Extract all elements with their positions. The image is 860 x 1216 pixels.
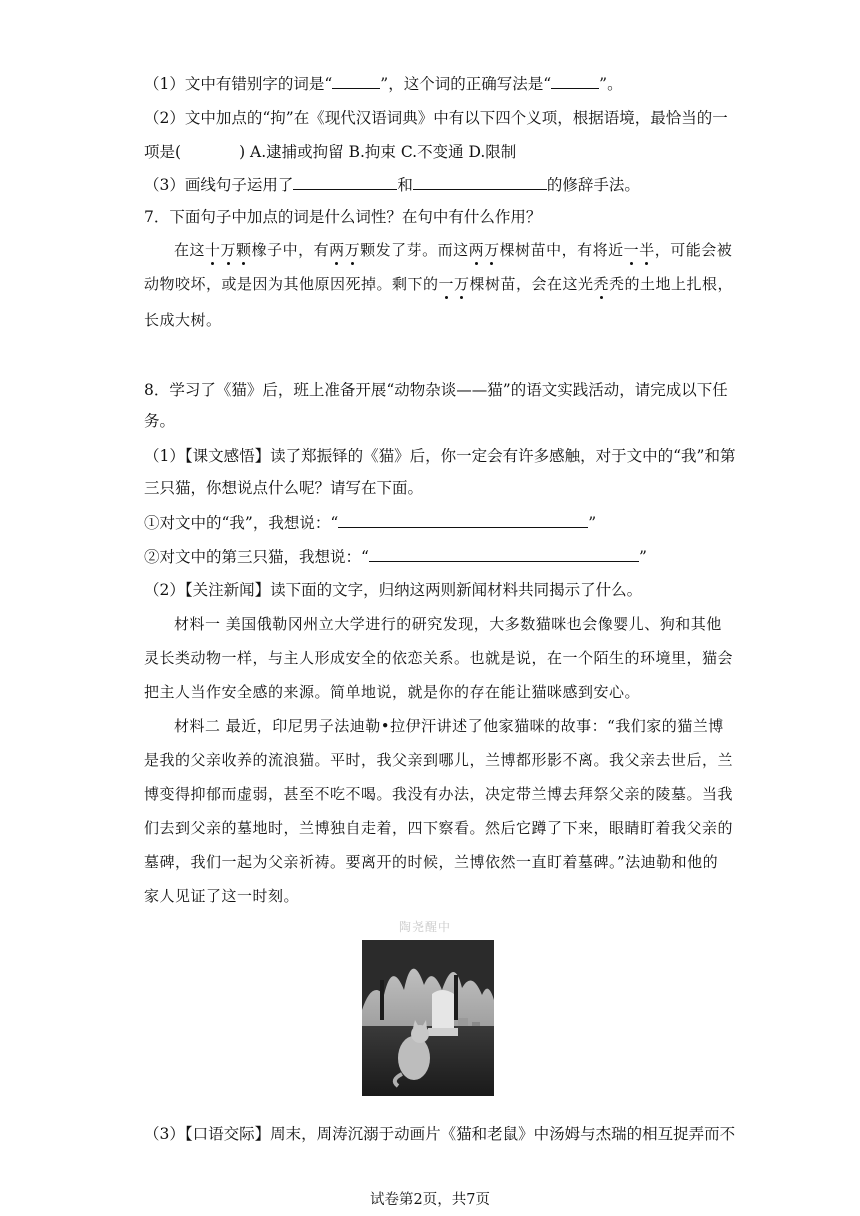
material2-line4: 们去到父亲的墓地时，兰博独自走着，四下察看。然后它蹲了下来，眼睛盯着我父亲的 bbox=[144, 819, 734, 837]
answer-blank[interactable] bbox=[369, 546, 639, 562]
material2-line6: 家人见证了这一时刻。 bbox=[144, 887, 300, 905]
q8-title-line2: 务。 bbox=[144, 412, 176, 430]
q8-title-line1: 8．学习了《猫》后，班上准备开展“动物杂谈——猫”的语文实践活动，请完成以下任 bbox=[144, 381, 728, 399]
q8-sub1-b: ②对文中的第三只猫，我想说：“ ” bbox=[144, 548, 647, 566]
answer-blank[interactable] bbox=[293, 174, 397, 190]
page-footer: 试卷第2页，共7页 bbox=[370, 1192, 490, 1208]
q8-sub3: （3）【口语交际】周末，周涛沉溺于动画片《猫和老鼠》中汤姆与杰瑞的相互捉弄而不 bbox=[144, 1125, 736, 1143]
material2-line3: 博变得抑郁而虚弱，甚至不吃不喝。我没有办法，决定带兰博去拜祭父亲的陵墓。当我 bbox=[144, 785, 734, 803]
q6-sub1: （1）文中有错别字的词是“ ”，这个词的正确写法是“ ”。 bbox=[144, 75, 623, 93]
answer-blank[interactable] bbox=[413, 174, 547, 190]
cat-grave-image bbox=[362, 940, 494, 1096]
q6-sub2-line2: 项是( ) A.逮捕或拘留 B.拘束 C.不变通 D.限制 bbox=[144, 143, 517, 161]
material2-line5: 墓碑，我们一起为父亲祈祷。要离开的时候，兰博依然一直盯着墓碑。”法迪勒和他的 bbox=[144, 853, 719, 871]
material1-line3: 把主人当作安全感的来源。简单地说，就是你的存在能让猫咪感到安心。 bbox=[144, 683, 641, 701]
q7-sentence-line1: 在这十万颗橡子中，有两万颗发了芽。而这两万棵树苗中，有将近一半，可能会被 bbox=[174, 241, 733, 259]
material2-line2: 是我的父亲收养的流浪猫。平时，我父亲到哪儿，兰博都形影不离。我父亲去世后，兰 bbox=[144, 751, 734, 769]
material1-line1: 材料一 美国俄勒冈州立大学进行的研究发现，大多数猫咪也会像婴儿、狗和其他 bbox=[174, 615, 722, 633]
q7-sentence-line3: 长成大树。 bbox=[144, 311, 222, 329]
answer-blank[interactable] bbox=[332, 73, 380, 89]
q8-sub1-line2: 三只猫，你想说点什么呢？请写在下面。 bbox=[144, 479, 424, 497]
photo-caption: 陶尧醒中 bbox=[398, 920, 451, 934]
q8-sub1-a: ①对文中的“我”，我想说：“ ” bbox=[144, 514, 597, 532]
material2-line1: 材料二 最近，印尼男子法迪勒•拉伊汗讲述了他家猫咪的故事：“我们家的猫兰博 bbox=[174, 717, 724, 735]
q8-sub1-line1: （1）【课文感悟】读了郑振铎的《猫》后，你一定会有许多感触，对于文中的“我”和第 bbox=[144, 447, 736, 465]
q8-sub2: （2）【关注新闻】读下面的文字，归纳这两则新闻材料共同揭示了什么。 bbox=[144, 581, 643, 599]
answer-blank[interactable] bbox=[551, 73, 599, 89]
q7-sentence-line2: 动物咬坏，或是因为其他原因死掉。剩下的一万棵树苗，会在这光秃秃的土地上扎根， bbox=[144, 275, 734, 293]
q6-sub3: （3）画线句子运用了 和 的修辞手法。 bbox=[144, 176, 640, 194]
answer-blank[interactable] bbox=[338, 512, 588, 528]
cat-grave-photo bbox=[362, 920, 494, 1096]
q6-sub2-line1: （2）文中加点的“拘”在《现代汉语词典》中有以下四个义项，根据语境，最恰当的一 bbox=[144, 109, 728, 127]
q7-title: 7．下面句子中加点的词是什么词性？在句中有什么作用？ bbox=[144, 208, 542, 226]
material1-line2: 灵长类动物一样，与主人形成安全的依恋关系。也就是说，在一个陌生的环境里，猫会 bbox=[144, 649, 734, 667]
